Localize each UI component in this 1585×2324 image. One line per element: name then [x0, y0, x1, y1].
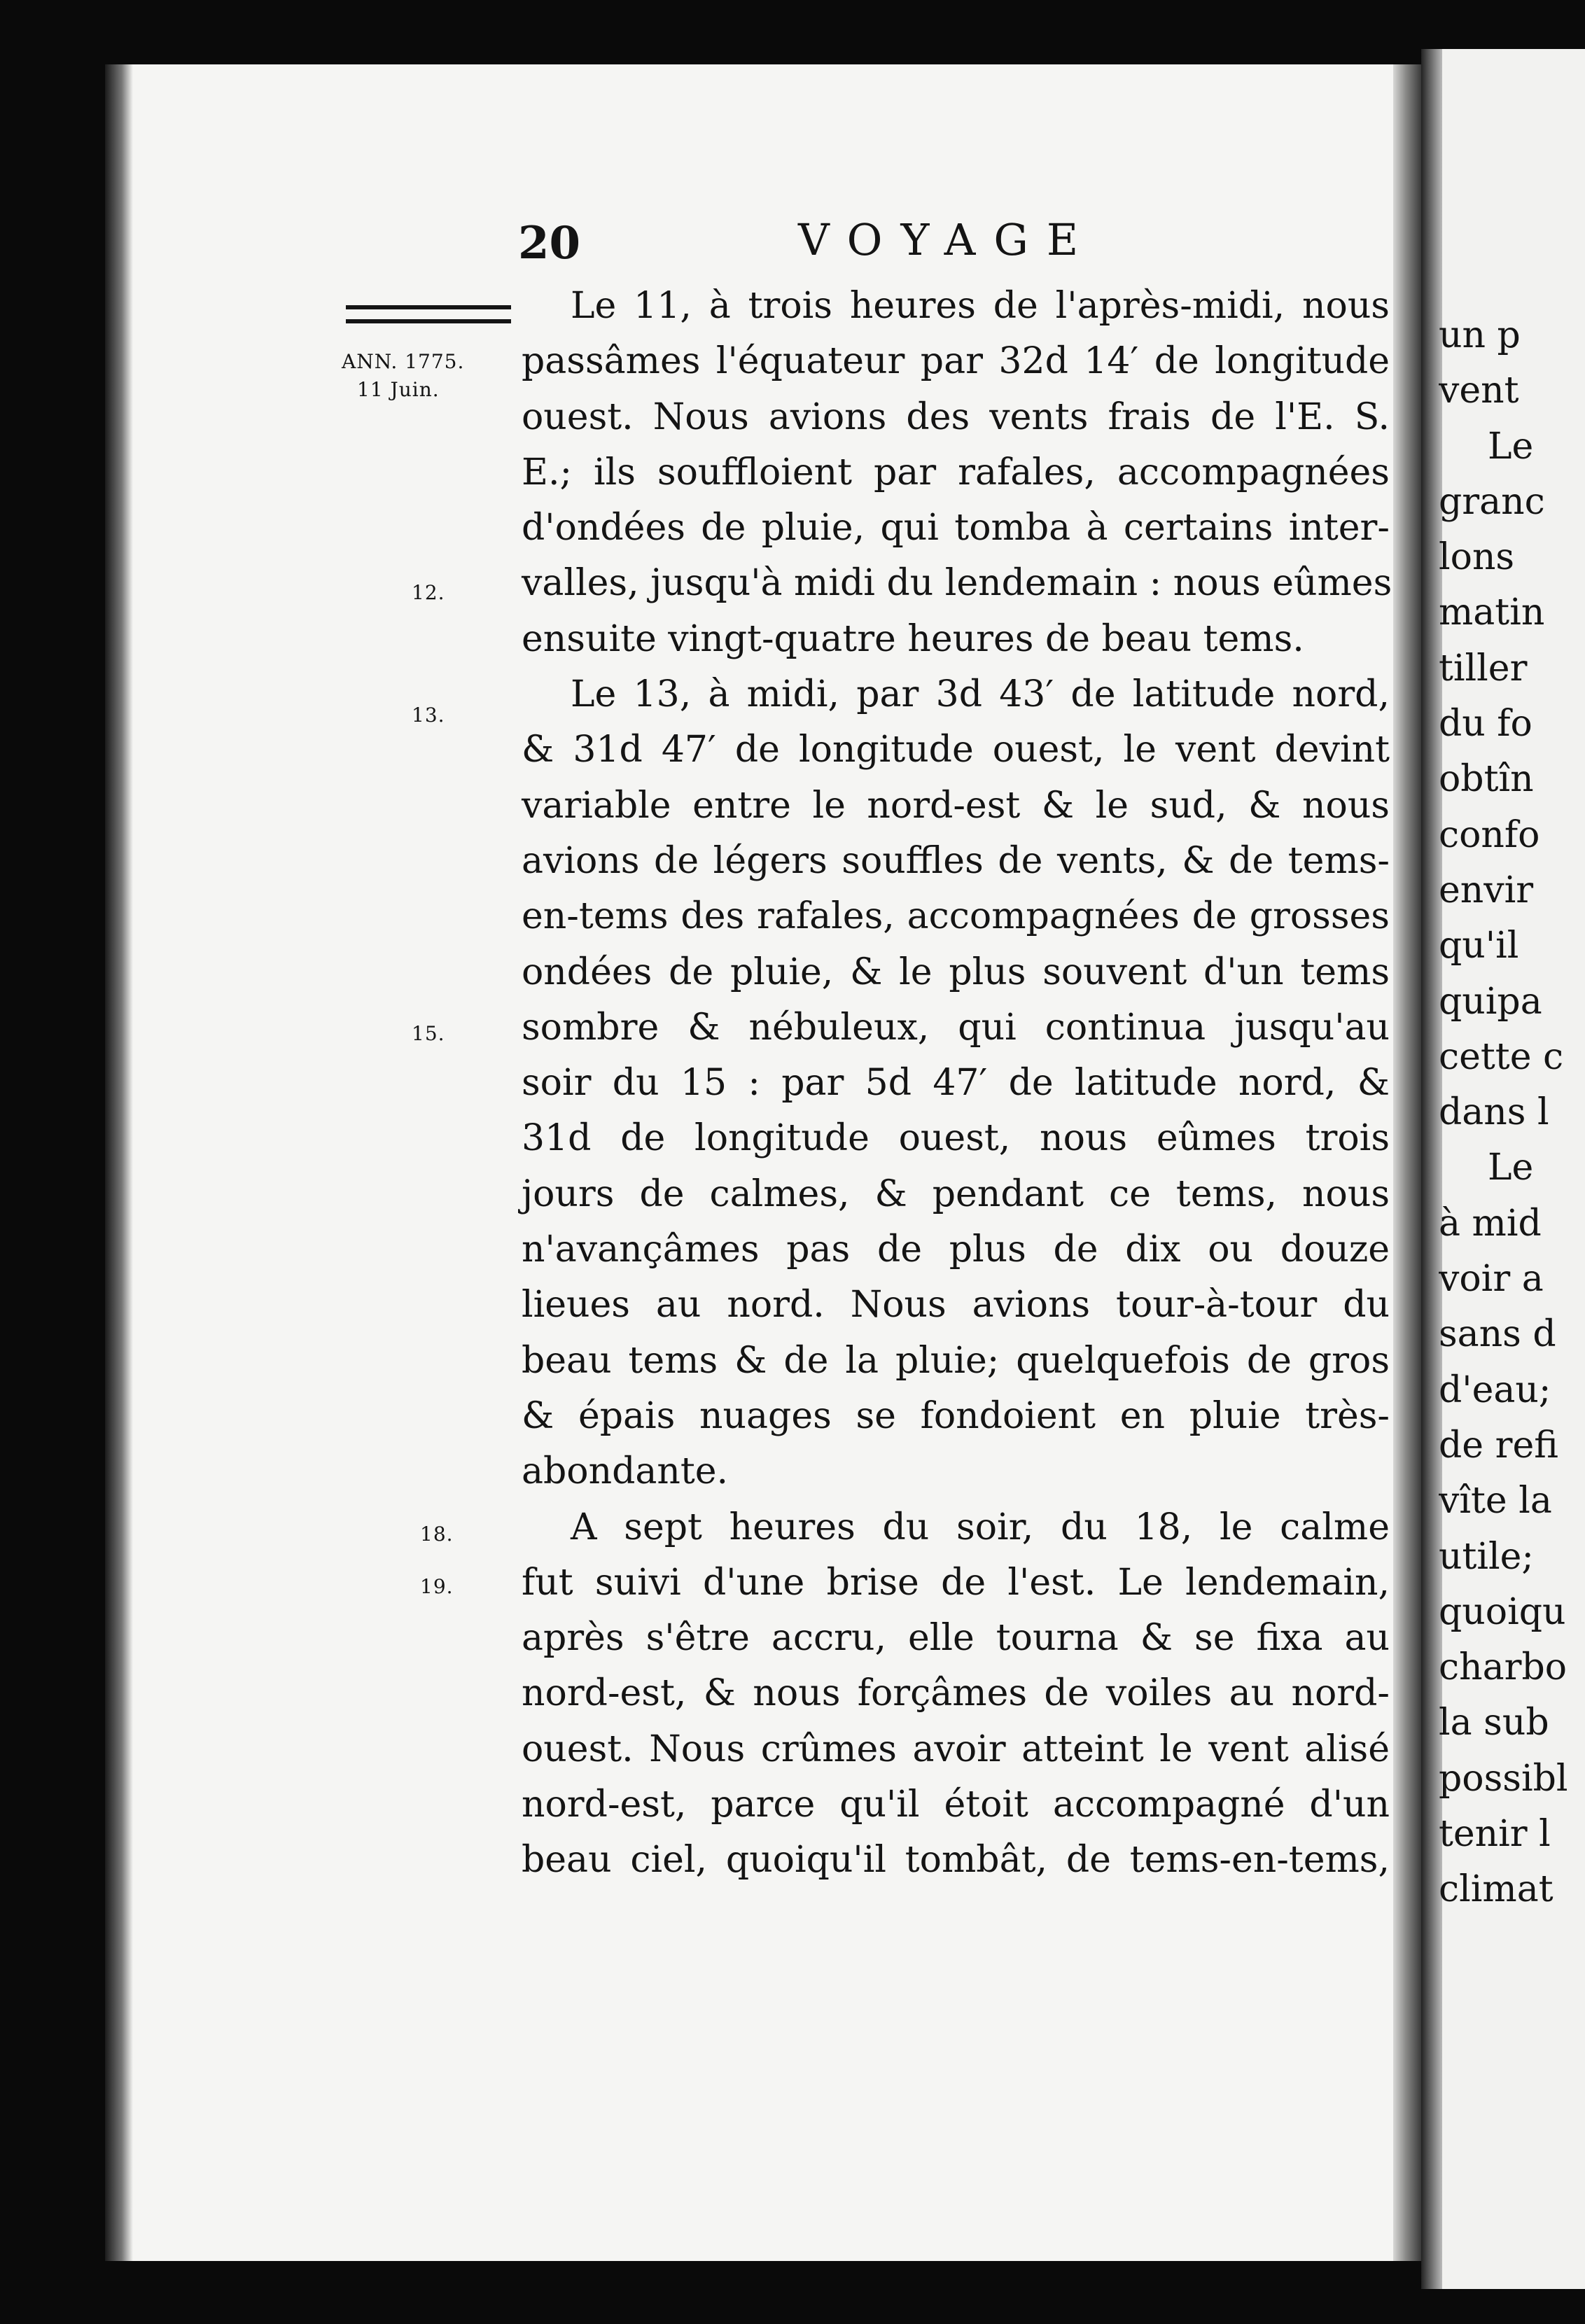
margin-note-day: 15. — [412, 1022, 445, 1045]
adjacent-line: un p — [1439, 314, 1521, 356]
text-line: après s'être accru, elle tourna & se fixa au — [522, 1617, 1390, 1660]
text-line: Le 11, à trois heures de l'après-midi, nous — [571, 285, 1390, 327]
adjacent-line: vent — [1439, 370, 1519, 412]
text-line: abondante. — [522, 1450, 729, 1493]
margin-note-date: 11 Juin. — [357, 378, 440, 401]
adjacent-line: lons — [1439, 536, 1515, 579]
adjacent-line: charbo — [1439, 1646, 1567, 1689]
text-line: Le 13, à midi, par 3d 43′ de latitude nord, — [571, 673, 1390, 716]
page-shadow-left — [105, 64, 133, 2261]
text-line: jours de calmes, & pendant ce tems, nous — [522, 1172, 1390, 1215]
adjacent-line: Le — [1488, 1147, 1534, 1189]
adjacent-line: Le — [1488, 425, 1534, 468]
adjacent-line: du fo — [1439, 703, 1532, 746]
margin-note-day: 12. — [412, 581, 445, 604]
text-line: passâmes l'équateur par 32d 14′ de longitude — [522, 340, 1390, 383]
adjacent-line: tenir l — [1439, 1813, 1551, 1856]
adjacent-line: vîte la — [1439, 1480, 1552, 1522]
text-line: fut suivi d'une brise de l'est. Le lendemain, — [522, 1561, 1390, 1604]
section-rule — [346, 305, 511, 323]
page-edge — [1393, 64, 1421, 2261]
text-line: nord-est, parce qu'il étoit accompagné d'un — [522, 1784, 1390, 1826]
margin-note-day: 18. — [420, 1522, 454, 1546]
adjacent-line: de refi — [1439, 1424, 1558, 1466]
text-line: soir du 15 : par 5d 47′ de latitude nord, & — [522, 1062, 1390, 1105]
margin-note-day: 13. — [412, 704, 445, 727]
adjacent-line: tiller — [1439, 647, 1528, 690]
adjacent-line: quoiqu — [1439, 1590, 1566, 1633]
adjacent-line: la sub — [1439, 1702, 1549, 1744]
adjacent-line: quipa — [1439, 980, 1542, 1023]
adjacent-line: à mid — [1439, 1202, 1542, 1245]
text-line: n'avançâmes pas de plus de dix ou douze — [522, 1228, 1390, 1271]
adjacent-line: possibl — [1439, 1757, 1568, 1800]
adjacent-line: climat — [1439, 1868, 1553, 1911]
text-line: valles, jusqu'à midi du lendemain : nous eûmes — [522, 562, 1392, 605]
text-line: beau ciel, quoiqu'il tombât, de tems-en-tems, — [522, 1839, 1390, 1882]
text-line: & épais nuages se fondoient en pluie très- — [522, 1394, 1390, 1437]
text-line: beau tems & de la pluie; quelquefois de gros — [522, 1339, 1390, 1382]
adjacent-line: granc — [1439, 480, 1545, 523]
adjacent-line: dans l — [1439, 1091, 1549, 1134]
page-header — [518, 210, 1386, 273]
text-line: ouest. Nous crûmes avoir atteint le vent alisé — [522, 1728, 1390, 1770]
text-line: d'ondées de pluie, qui tomba à certains inter- — [522, 507, 1390, 550]
running-title: VOYAGE — [798, 214, 1097, 265]
text-line: sombre & nébuleux, qui continua jusqu'au — [522, 1006, 1390, 1049]
text-line: en-tems des rafales, accompagnées de grosses — [522, 895, 1390, 938]
text-line: avions de légers souffles de vents, & de tems- — [522, 839, 1390, 882]
adjacent-line: d'eau; — [1439, 1368, 1551, 1411]
text-line: E.; ils souffloient par rafales, accompagnées — [522, 451, 1390, 493]
margin-note-year: ANN. 1775. — [342, 350, 465, 373]
text-line: variable entre le nord-est & le sud, & nous — [522, 784, 1390, 827]
text-line: ouest. Nous avions des vents frais de l'E. S. — [522, 396, 1390, 438]
adjacent-page-text — [1439, 308, 1585, 1918]
text-line: ondées de pluie, & le plus souvent d'un tems — [522, 951, 1390, 993]
text-line: & 31d 47′ de longitude ouest, le vent devint — [522, 729, 1390, 771]
adjacent-line: voir a — [1439, 1258, 1544, 1301]
adjacent-line: sans d — [1439, 1313, 1556, 1356]
adjacent-line: obtîn — [1439, 758, 1534, 801]
adjacent-line: confo — [1439, 813, 1540, 856]
text-line: nord-est, & nous forçâmes de voiles au nord- — [522, 1672, 1390, 1715]
margin-note-day: 19. — [420, 1575, 454, 1598]
text-line: 31d de longitude ouest, nous eûmes trois — [522, 1117, 1390, 1160]
adjacent-line: envir — [1439, 869, 1534, 911]
adjacent-line: matin — [1439, 592, 1545, 634]
text-line: ensuite vingt-quatre heures de beau tems. — [522, 617, 1304, 660]
text-line: lieues au nord. Nous avions tour-à-tour du — [522, 1284, 1390, 1326]
adjacent-line: utile; — [1439, 1535, 1534, 1578]
page-number: 20 — [518, 217, 581, 270]
text-line: A sept heures du soir, du 18, le calme — [571, 1506, 1390, 1548]
adjacent-line: cette c — [1439, 1035, 1564, 1078]
adjacent-line: qu'il — [1439, 925, 1519, 967]
body-text — [522, 279, 1390, 1889]
